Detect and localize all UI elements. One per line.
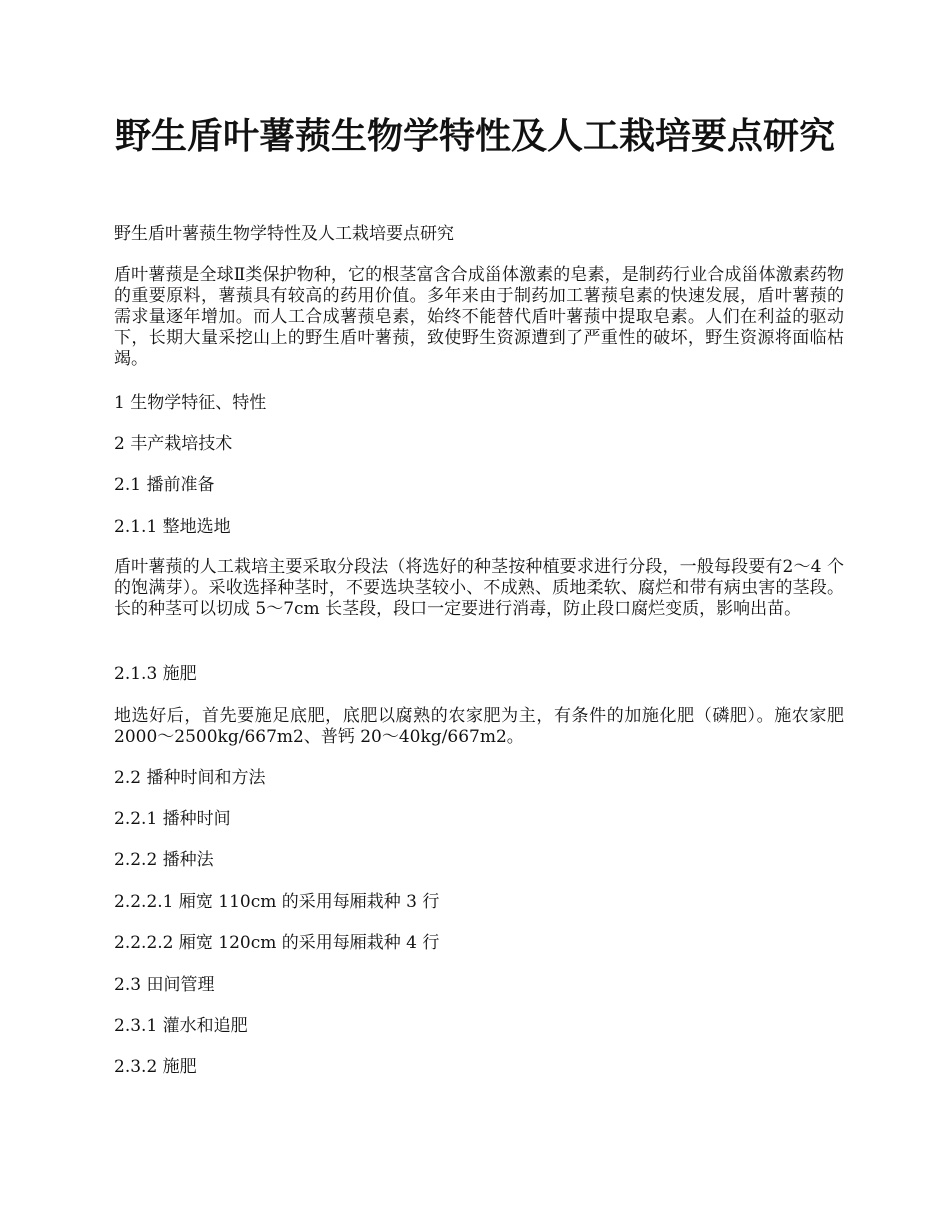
section-heading-2-1-1: 2.1.1 整地选地 <box>114 517 231 537</box>
section-heading-2-3: 2.3 田间管理 <box>114 975 215 995</box>
section-heading-2-2: 2.2 播种时间和方法 <box>114 768 266 788</box>
document-title: 野生盾叶薯蓣生物学特性及人工栽培要点研究 <box>114 115 835 157</box>
section-heading-2-1-3: 2.1.3 施肥 <box>114 664 197 684</box>
section-heading-2: 2 丰产栽培技术 <box>114 434 233 454</box>
paragraph-2-1-1: 盾叶薯蓣的人工栽培主要采取分段法（将选好的种茎按种植要求进行分段，一般每段要有2～4 个的饱满芽）。采收选择种茎时，不要选块茎较小、不成熟、质地柔软、腐烂和带有病虫害的茎段。长的种茎可以切成 5～7cm 长茎段，段口一定要进行消毒，防止段口腐烂变质，影响出苗。 <box>114 557 844 619</box>
section-heading-2-3-1: 2.3.1 灌水和追肥 <box>114 1016 248 1036</box>
paragraph-2-1-3: 地选好后，首先要施足底肥，底肥以腐熟的农家肥为主，有条件的加施化肥（磷肥）。施农家肥 2000～2500kg/667m2、普钙 20～40kg/667m2。 <box>114 706 844 747</box>
section-heading-2-2-2-2: 2.2.2.2 厢宽 120cm 的采用每厢栽种 4 行 <box>114 933 440 953</box>
section-heading-1: 1 生物学特征、特性 <box>114 393 267 413</box>
section-heading-2-2-1: 2.2.1 播种时间 <box>114 809 231 829</box>
intro-paragraph: 盾叶薯蓣是全球Ⅱ类保护物种，它的根茎富含合成甾体激素的皂素，是制药行业合成甾体激素药物的重要原料，薯蓣具有较高的药用价值。多年来由于制药加工薯蓣皂素的快速发展，盾叶薯蓣的需求量逐年增加。而人工合成薯蓣皂素，始终不能替代盾叶薯蓣中提取皂素。人们在利益的驱动下，长期大量采挖山上的野生盾叶薯蓣，致使野生资源遭到了严重性的破坏，野生资源将面临枯竭。 <box>114 265 844 369</box>
document-subtitle: 野生盾叶薯蓣生物学特性及人工栽培要点研究 <box>114 224 454 244</box>
section-heading-2-1: 2.1 播前准备 <box>114 475 215 495</box>
section-heading-2-2-2-1: 2.2.2.1 厢宽 110cm 的采用每厢栽种 3 行 <box>114 892 440 912</box>
section-heading-2-3-2: 2.3.2 施肥 <box>114 1057 197 1077</box>
section-heading-2-2-2: 2.2.2 播种法 <box>114 850 214 870</box>
